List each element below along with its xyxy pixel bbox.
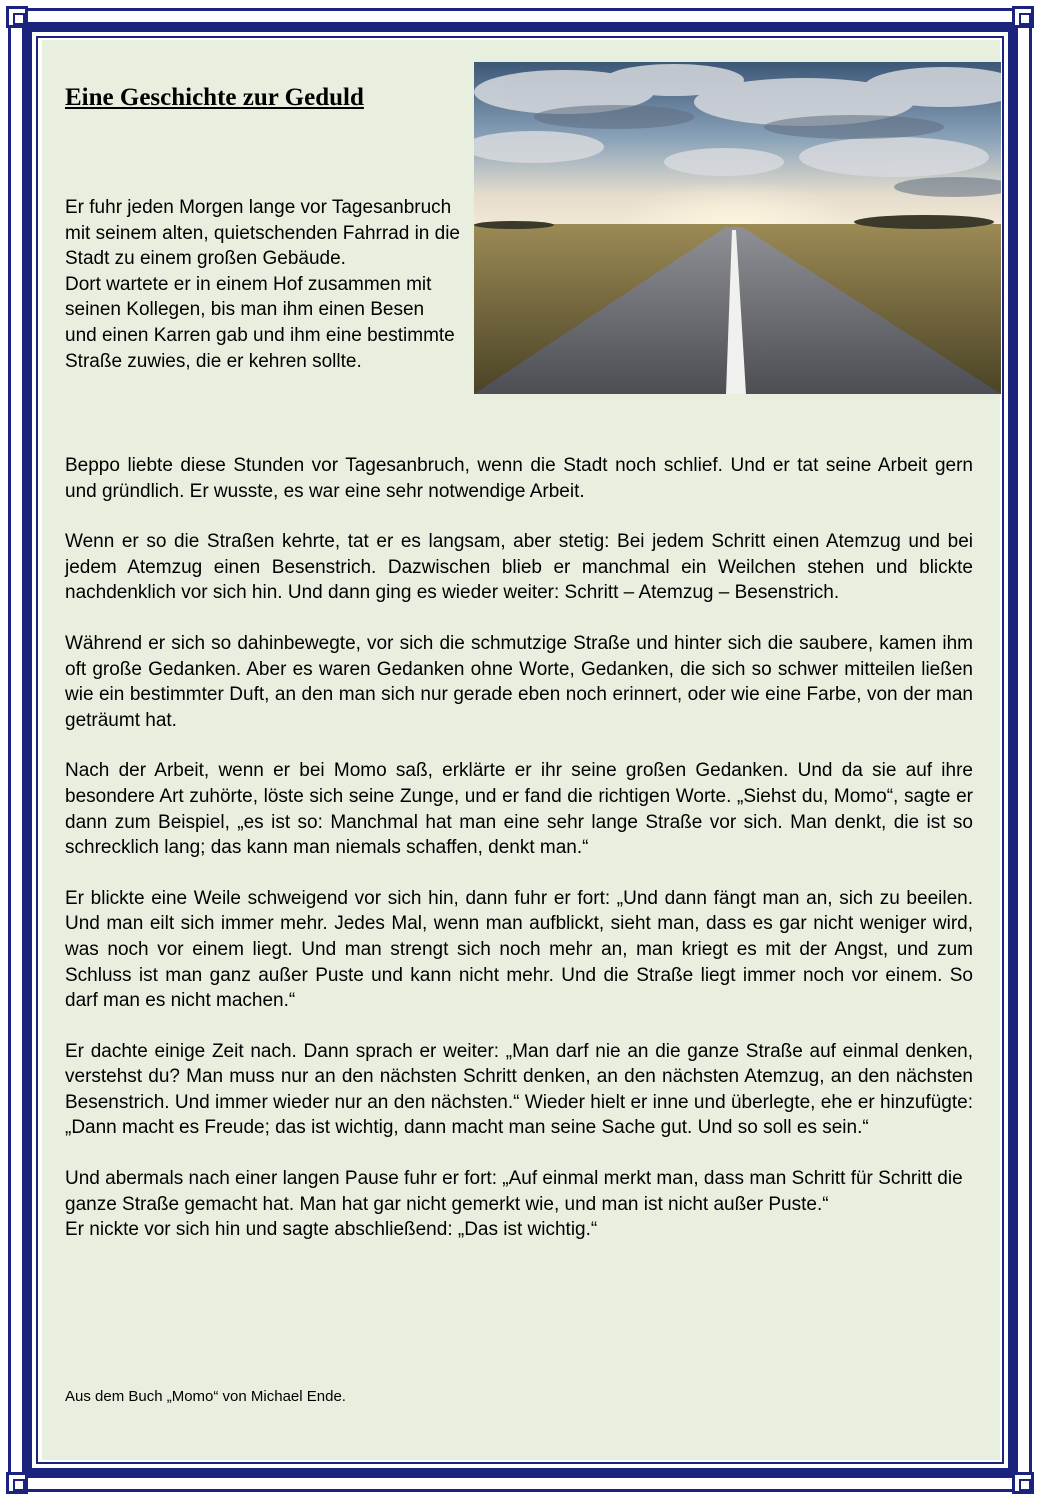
corner-ornament-bottom-right xyxy=(1012,1472,1034,1494)
source-attribution: Aus dem Buch „Momo“ von Michael Ende. xyxy=(65,1388,346,1405)
story-body xyxy=(65,453,973,1243)
paragraph: Nach der Arbeit, wenn er bei Momo saß, erklärte er ihr seine großen Gedanken. Und da sie auf ihre besondere Art zuhörte, löste sich seine Zunge, und er fand die richtigen Worte. „Siehst du, Momo“, sagte er dann zum Beispiel, „es ist so: Manchmal hat man eine sehr lange Straße vor sich. Man denkt, die ist so schrecklich lang; das kann man niemals schaffen, denkt man.“ xyxy=(65,760,973,859)
paragraph: Während er sich so dahinbewegte, vor sich die schmutzige Straße und hinter sich die saubere, kamen ihm oft große Gedanken. Aber es waren Gedanken ohne Worte, Gedanken, die sich so schwer mitteilen ließen wie ein bestimmter Duft, an den man sich nur gerade eben noch erinnert, oder wie eine Farbe, von der man geträumt hat. xyxy=(65,632,973,731)
closing-paragraph xyxy=(65,1166,973,1243)
paragraph: Wenn er so die Straßen kehrte, tat er es langsam, aber stetig: Bei jedem Schritt einen Atemzug und bei jedem Atemzug einen Besenstrich. Dazwischen blieb er manchmal ein Weilchen stehen und blickte nachdenklich vor sich hin. Und dann ging es wieder weiter: Schritt – Atemzug – Besenstrich. xyxy=(65,531,973,604)
corner-ornament-top-right xyxy=(1012,6,1034,28)
closing-line: Er nickte vor sich hin und sagte abschließend: „Das ist wichtig.“ xyxy=(65,1219,598,1241)
document-title: Eine Geschichte zur Geduld xyxy=(65,84,364,111)
corner-ornament-top-left xyxy=(6,6,28,28)
corner-ornament-bottom-left xyxy=(6,1472,28,1494)
intro-paragraph: Er fuhr jeden Morgen lange vor Tagesanbruch mit seinem alten, quietschenden Fahrrad in die Stadt zu einem großen Gebäude. Dort wartete er in einem Hof zusammen mit seinen Kollegen, bis man ihm einen Besen und einen Karren gab und ihm eine bestimmte Straße zuwies, die er kehren sollte. xyxy=(65,197,461,372)
closing-line: Und abermals nach einer langen Pause fuhr er fort: „Auf einmal merkt man, dass man Schritt für Schritt die ganze Straße gemacht hat. Man hat gar nicht gemerkt wie, und man ist nicht außer Puste.“ xyxy=(65,1168,963,1215)
paragraph: Beppo liebte diese Stunden vor Tagesanbruch, wenn die Stadt noch schlief. Und er tat seine Arbeit gern und gründlich. Er wusste, es war eine sehr notwendige Arbeit. xyxy=(65,455,973,502)
paragraph: Er dachte einige Zeit nach. Dann sprach er weiter: „Man darf nie an die ganze Straße auf einmal denken, verstehst du? Man muss nur an den nächsten Schritt denken, an den nächsten Atemzug, an den nächsten Besenstrich. Und immer wieder nur an den nächsten.“ Wieder hielt er inne und überlegte, ehe er hinzufügte: „Dann macht es Freude; das ist wichtig, dann macht man seine Sache gut. Und so soll es sein.“ xyxy=(65,1040,973,1139)
road-photo xyxy=(474,62,1001,394)
document-content xyxy=(42,40,1000,1460)
paragraph: Er blickte eine Weile schweigend vor sich hin, dann fuhr er fort: „Und dann fängt man an, sich zu beeilen. Und man eilt sich immer mehr. Jedes Mal, wenn man aufblickt, sieht man, dass es gar nicht weniger wird, was noch vor einem liegt. Und man strengt sich noch mehr an, man kriegt es mit der Angst, und zum Schluss ist man ganz außer Puste und kann nicht mehr. Und die Straße liegt immer noch vor einem. So darf man es nicht machen.“ xyxy=(65,887,973,1012)
